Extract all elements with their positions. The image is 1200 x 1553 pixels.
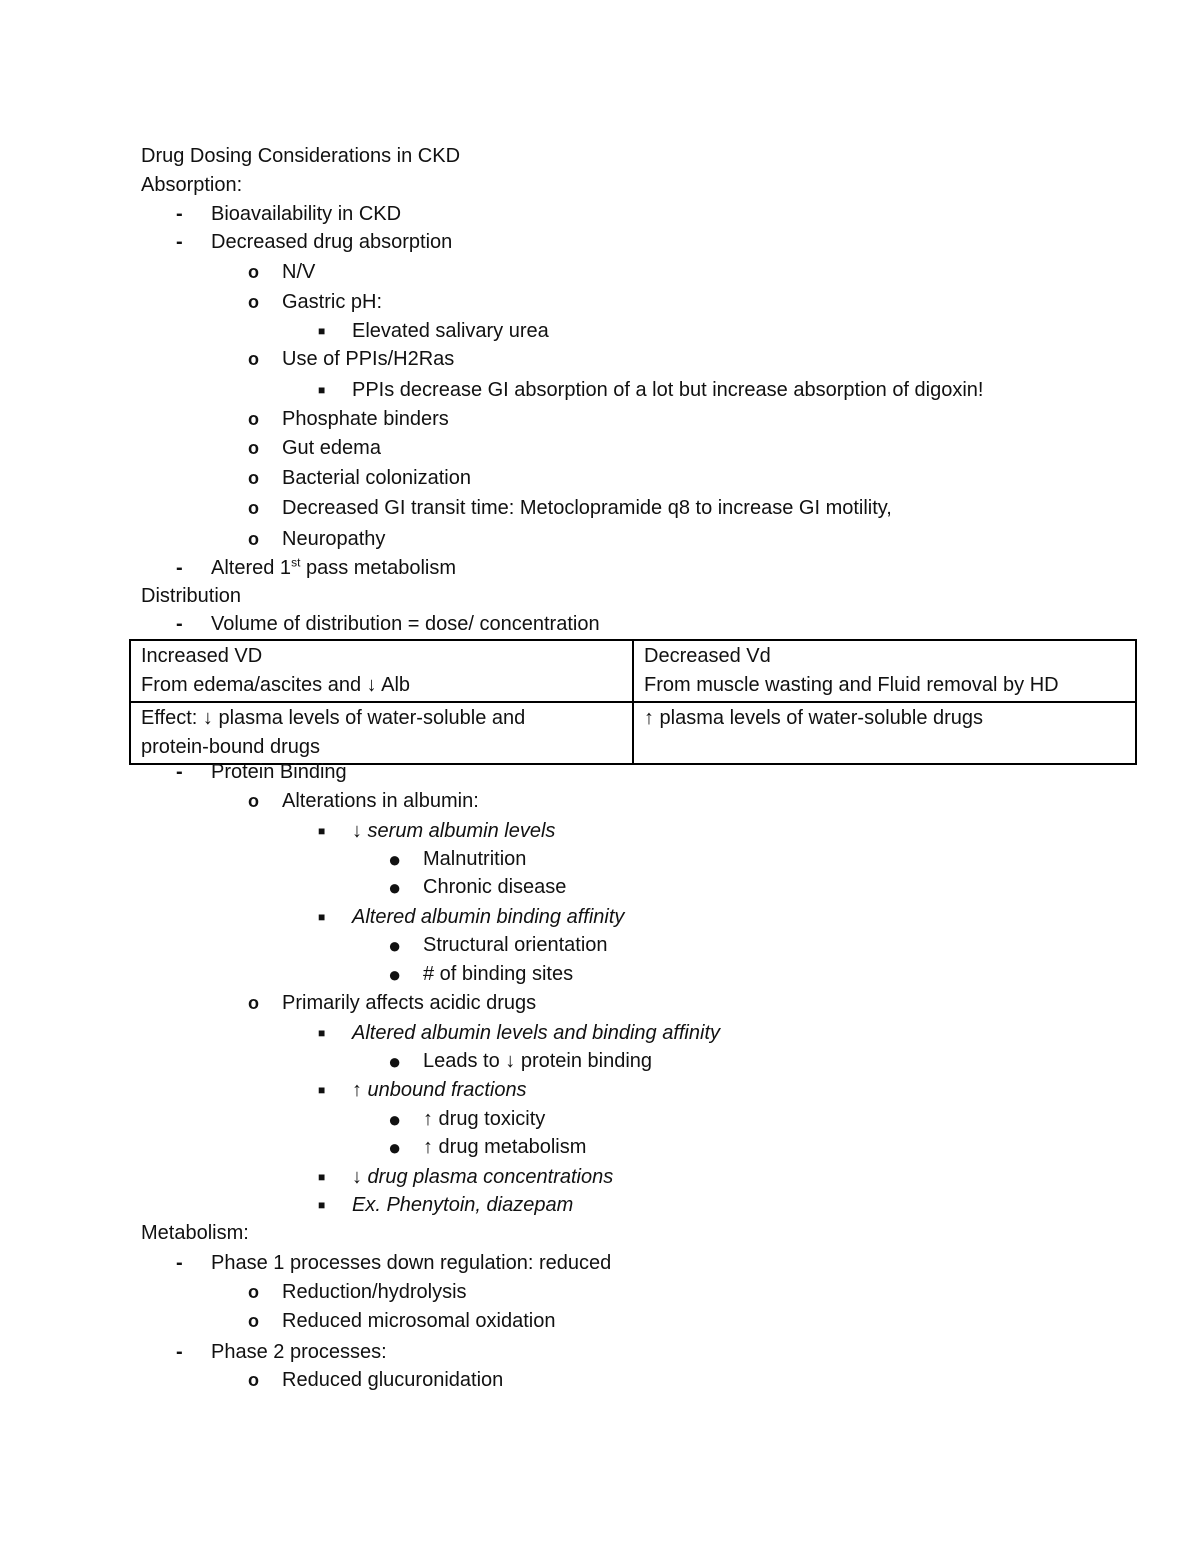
table-cell (633, 702, 1136, 764)
cell-line: Increased VD (141, 645, 263, 667)
dot-bullet: ● (388, 962, 402, 987)
document-title: Drug Dosing Considerations in CKD (141, 145, 461, 167)
table-row (130, 640, 1136, 702)
table-row (130, 702, 1136, 764)
list-item: Alterations in albumin: (282, 790, 479, 812)
table-cell (130, 640, 633, 702)
list-item: ↑ drug metabolism (423, 1136, 587, 1158)
list-item: Chronic disease (423, 876, 567, 898)
circle-bullet: o (248, 262, 259, 282)
circle-bullet: o (248, 438, 259, 458)
circle-bullet: o (248, 292, 259, 312)
list-item: N/V (282, 261, 316, 283)
square-bullet: ■ (318, 383, 326, 397)
volume-distribution-table (129, 639, 1137, 765)
dot-bullet: ● (388, 875, 402, 900)
list-item: Use of PPIs/H2Ras (282, 348, 455, 370)
square-bullet: ■ (318, 324, 326, 338)
list-item: Gut edema (282, 437, 381, 459)
cell-line: protein-bound drugs (141, 736, 321, 758)
circle-bullet: o (248, 468, 259, 488)
list-item: Malnutrition (423, 848, 527, 870)
list-item: Altered albumin levels and binding affinity (352, 1022, 720, 1044)
list-item: Leads to ↓ protein binding (423, 1050, 653, 1072)
list-item: ↑ drug toxicity (423, 1108, 546, 1130)
square-bullet: ■ (318, 824, 326, 838)
circle-bullet: o (248, 349, 259, 369)
list-item: Bioavailability in CKD (211, 203, 402, 225)
circle-bullet: o (248, 529, 259, 549)
square-bullet: ■ (318, 1170, 326, 1184)
list-item: Altered albumin binding affinity (352, 906, 625, 928)
list-item: Structural orientation (423, 934, 608, 956)
square-bullet: ■ (318, 1083, 326, 1097)
list-item: Volume of distribution = dose/ concentration (211, 613, 600, 635)
dot-bullet: ● (388, 1135, 402, 1160)
list-item: Reduced glucuronidation (282, 1369, 504, 1391)
list-item: Neuropathy (282, 528, 386, 550)
dash-bullet: - (176, 1341, 183, 1363)
dot-bullet: ● (388, 847, 402, 872)
square-bullet: ■ (318, 1198, 326, 1212)
cell-line: ↑ plasma levels of water-soluble drugs (644, 707, 984, 729)
list-item: Protein Binding (211, 761, 347, 783)
list-item: ↓ drug plasma concentrations (352, 1166, 614, 1188)
list-item: Phase 1 processes down regulation: reduced (211, 1252, 612, 1274)
dot-bullet: ● (388, 933, 402, 958)
table-cell (633, 640, 1136, 702)
list-item: Elevated salivary urea (352, 320, 549, 342)
square-bullet: ■ (318, 1026, 326, 1040)
circle-bullet: o (248, 993, 259, 1013)
altered-superscript: st (291, 555, 301, 570)
table-cell (130, 702, 633, 764)
list-item: ↑ unbound fractions (352, 1079, 527, 1101)
circle-bullet: o (248, 1311, 259, 1331)
list-item: Phase 2 processes: (211, 1341, 387, 1363)
list-item: Phosphate binders (282, 408, 449, 430)
dash-bullet: - (176, 231, 183, 253)
list-item: Reduction/hydrolysis (282, 1281, 467, 1303)
circle-bullet: o (248, 791, 259, 811)
list-item: # of binding sites (423, 963, 574, 985)
circle-bullet: o (248, 498, 259, 518)
dash-bullet: - (176, 761, 183, 783)
absorption-heading: Absorption: (141, 174, 243, 196)
dash-bullet: - (176, 203, 183, 225)
dash-bullet: - (176, 613, 183, 635)
list-item: Decreased GI transit time: Metoclopramide q8 to increase GI motility, (282, 497, 892, 519)
cell-line: From edema/ascites and ↓ Alb (141, 674, 411, 696)
distribution-heading: Distribution (141, 585, 242, 607)
circle-bullet: o (248, 1282, 259, 1302)
altered-suffix: pass metabolism (300, 557, 457, 579)
list-item: ↓ serum albumin levels (352, 820, 556, 842)
list-item: PPIs decrease GI absorption of a lot but increase absorption of digoxin! (352, 379, 984, 401)
circle-bullet: o (248, 409, 259, 429)
cell-line: Effect: ↓ plasma levels of water-soluble and (141, 707, 526, 729)
metabolism-heading: Metabolism: (141, 1222, 249, 1244)
list-item: Decreased drug absorption (211, 231, 453, 253)
cell-line: Decreased Vd (644, 645, 771, 667)
altered-prefix: Altered 1 (211, 557, 292, 579)
list-item: Gastric pH: (282, 291, 383, 313)
cell-line: From muscle wasting and Fluid removal by HD (644, 674, 1059, 696)
square-bullet: ■ (318, 910, 326, 924)
list-item (211, 554, 456, 583)
dash-bullet: - (176, 1252, 183, 1274)
list-item: Reduced microsomal oxidation (282, 1310, 556, 1332)
dot-bullet: ● (388, 1107, 402, 1132)
dot-bullet: ● (388, 1049, 402, 1074)
circle-bullet: o (248, 1370, 259, 1390)
list-item: Bacterial colonization (282, 467, 471, 489)
list-item: Ex. Phenytoin, diazepam (352, 1194, 574, 1216)
dash-bullet: - (176, 557, 183, 579)
list-item: Primarily affects acidic drugs (282, 992, 537, 1014)
